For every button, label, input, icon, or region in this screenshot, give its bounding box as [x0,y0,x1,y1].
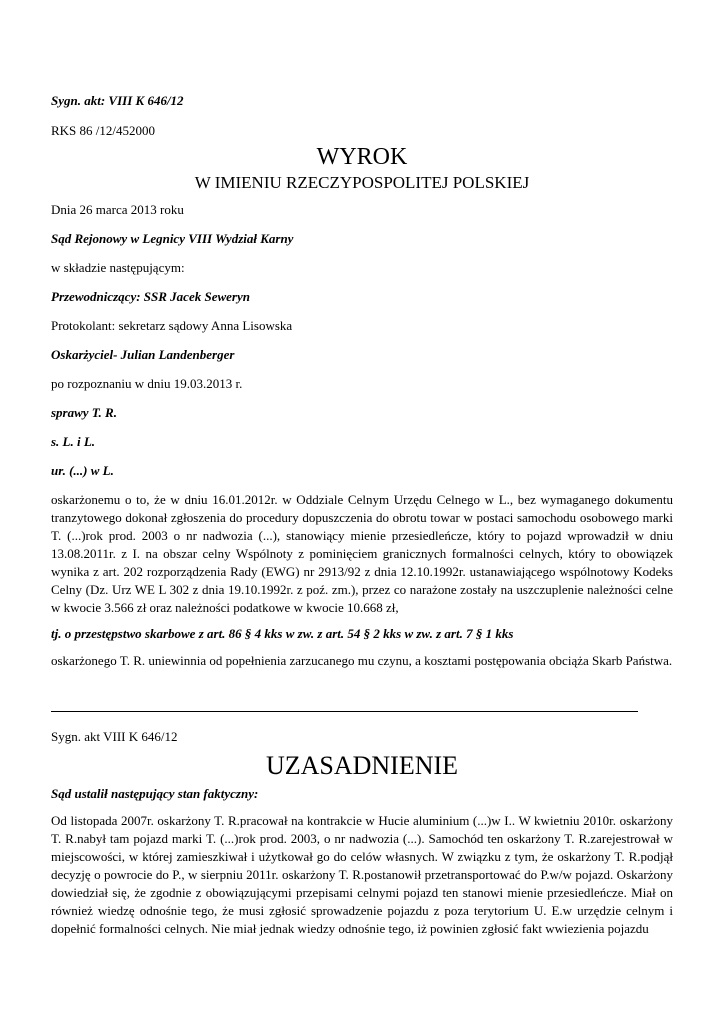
facts-heading: Sąd ustalił następujący stan faktyczny: [51,786,259,801]
defendant-parents: s. L. i L. [51,434,96,449]
section-divider [51,711,638,712]
prosecutor: Oskarżyciel- Julian Landenberger [51,347,235,362]
verdict-date: Dnia 26 marca 2013 roku [51,202,184,217]
verdict-subtitle: W IMIENIU RZECZYPOSPOLITEJ POLSKIEJ [194,173,530,192]
justification-title: UZASADNIENIE [265,751,459,780]
composition-intro: w składzie następującym: [51,260,185,275]
facts-paragraph: Od listopada 2007r. oskarżony T. R.pracował na kontrakcie w Hucie aluminium (...)w I.. W kwietniu 2010r. oskarżony T. R.nabył tam pojazd marki T. (...)rok prod. 2003, o nr nadwozia (...). Samochód ten oskarżony T. R.zarejestrował w miejscowości, w której zamieszkiwał i użytkował go do celów własnych. W związku z tym, że oskarżony T. R.podjął decyzję o powrocie do P., w sierpniu 2011r. oskarżony T. R.postanowił przetransportować do P.w/w pojazd. Oskarżony dowiedział się, że zgodnie z obowiązującymi przepisami celnymi pojazd ten stanowi mienie przesiedleńcze. Miał on również wiedzę odnośnie tego, że musi zgłosić sprowadzenie pojazdu z poza terytorium U. E.w urzędzie celnym i dopełnić formalności celnych. Nie miał jednak wiedzy odnośnie tego, iż powinien zgłosić fakt wwiezienia pojazdu [51,813,673,936]
court-clerk: Protokolant: sekretarz sądowy Anna Lisowska [51,318,293,333]
justification-signature: Sygn. akt VIII K 646/12 [51,729,178,744]
verdict-title: WYROK [316,144,408,170]
presiding-judge: Przewodniczący: SSR Jacek Seweryn [51,289,250,304]
case-subject: sprawy T. R. [51,405,117,420]
offense-qualification: tj. o przestępstwo skarbowe z art. 86 § 4 kks w zw. z art. 54 § 2 kks w zw. z art. 7 § 1 kks [51,626,514,641]
rks-number: RKS 86 /12/452000 [51,123,156,138]
ruling-paragraph: oskarżonego T. R. uniewinnia od popełnienia zarzucanego mu czynu, a kosztami postępowania obciąża Skarb Państwa. [51,653,673,668]
hearing-date: po rozpoznaniu w dniu 19.03.2013 r. [51,376,243,391]
case-signature: Sygn. akt: VIII K 646/12 [51,93,184,108]
court-name: Sąd Rejonowy w Legnicy VIII Wydział Karny [51,231,294,246]
charge-paragraph: oskarżonemu o to, że w dniu 16.01.2012r. w Oddziale Celnym Urzędu Celnego w L., bez wymaganego dokumentu tranzytowego dokonał zgłoszenia do procedury dopuszczenia do obrotu towar w postaci samochodu osobowego marki T. (...)rok prod. 2003 o nr nadwozia (...), stanowiący mienie przesiedleńcze, który to pojazd wprowadził w dniu 13.08.2011r. z I. na obszar celny Wspólnoty z pominięciem granicznych formalności celnych, który to obowiązek wynika z art. 202 rozporządzenia Rady (EWG) nr 2913/92 z dnia 12.10.1992r. ustanawiającego wspólnotowy Kodeks Celny (Dz. Urz WE L 302 z dnia 19.10.1992r. z poź. zm.), przez co narażone zostały na uszczuplenie należności celne w kwocie 3.566 zł oraz należności podatkowe w kwocie 10.668 zł, [51,492,673,615]
defendant-birth: ur. (...) w L. [51,463,114,478]
